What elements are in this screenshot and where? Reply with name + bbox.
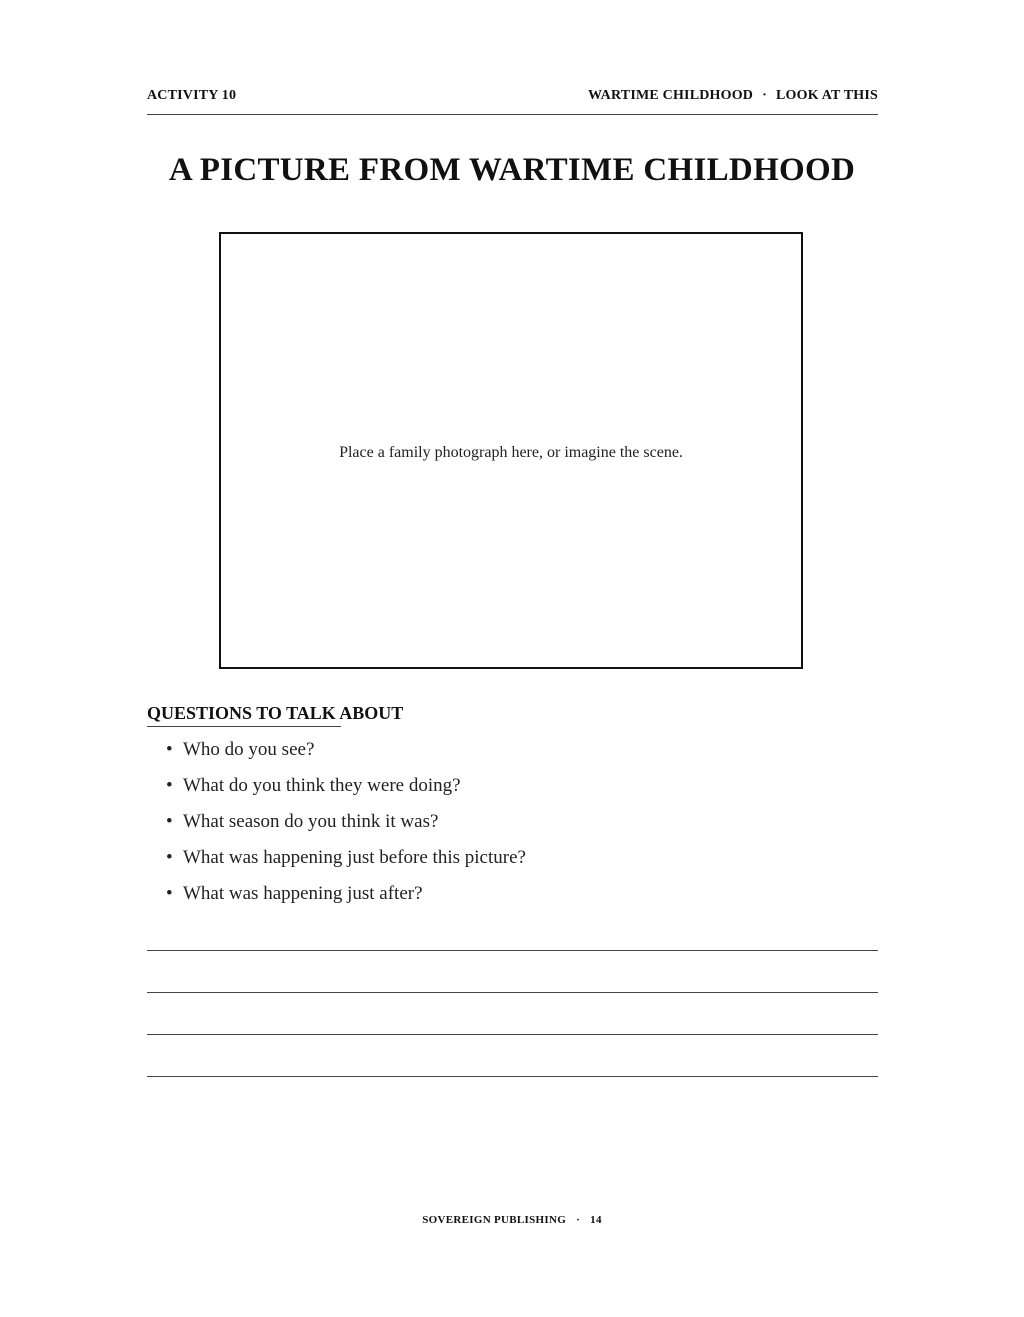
- bullet-icon: •: [166, 775, 173, 796]
- questions-list: [166, 738, 526, 918]
- questions-heading: QUESTIONS TO TALK ABOUT: [147, 703, 341, 727]
- publisher-name: SOVEREIGN PUBLISHING: [422, 1214, 567, 1226]
- page-number: 14: [590, 1214, 602, 1226]
- list-item: [166, 738, 526, 774]
- list-item: [166, 774, 526, 810]
- activity-label: ACTIVITY 10: [147, 88, 237, 103]
- question-text: What season do you think it was?: [183, 811, 439, 832]
- header-separator: ·: [762, 88, 767, 103]
- writing-line: [147, 1034, 878, 1035]
- section-label-group: [588, 88, 878, 104]
- list-item: [166, 846, 526, 882]
- footer-separator: ·: [576, 1214, 581, 1226]
- list-item: [166, 810, 526, 846]
- question-text: What was happening just after?: [183, 883, 423, 904]
- writing-lines: [147, 950, 878, 1118]
- running-header: [147, 88, 878, 115]
- subsection-label: LOOK AT THIS: [776, 88, 878, 103]
- page-title: A PICTURE FROM WARTIME CHILDHOOD: [168, 152, 856, 188]
- question-text: What do you think they were doing?: [183, 775, 461, 796]
- bullet-icon: •: [166, 739, 173, 760]
- photo-placeholder-frame: [219, 232, 803, 669]
- bullet-icon: •: [166, 811, 173, 832]
- question-text: Who do you see?: [183, 739, 315, 760]
- question-text: What was happening just before this picture?: [183, 847, 526, 868]
- writing-line: [147, 950, 878, 951]
- bullet-icon: •: [166, 847, 173, 868]
- writing-line: [147, 1076, 878, 1077]
- section-label: WARTIME CHILDHOOD: [588, 88, 754, 103]
- writing-line: [147, 992, 878, 993]
- list-item: [166, 882, 526, 918]
- page-footer: [0, 1214, 1024, 1226]
- photo-placeholder-caption: Place a family photograph here, or imagine the scene.: [339, 443, 683, 461]
- bullet-icon: •: [166, 883, 173, 904]
